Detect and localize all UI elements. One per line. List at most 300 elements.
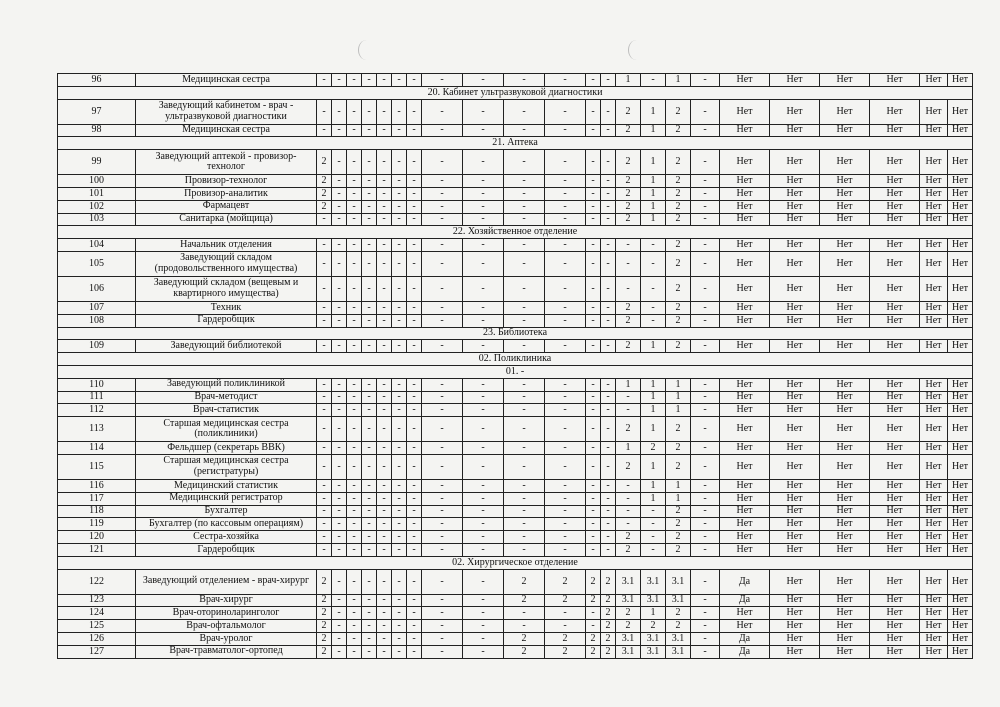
position-name: Заведующий кабинетом - врач - ультразвуковой диагностики [136,99,317,124]
table-row [58,531,973,544]
table-cell: - [407,442,422,455]
table-cell: - [317,454,332,479]
table-cell: Нет [720,543,770,556]
table-cell: 1 [641,607,666,620]
table-cell: - [362,213,377,226]
table-cell: - [332,251,347,276]
table-cell: Нет [870,417,920,442]
table-cell: - [317,479,332,492]
table-cell: Нет [920,454,948,479]
table-cell: - [377,124,392,137]
table-cell: - [332,417,347,442]
table-cell: - [377,200,392,213]
table-cell: 1 [641,479,666,492]
table-cell: Нет [770,74,820,87]
table-cell: Нет [920,301,948,314]
table-cell: - [392,150,407,175]
table-cell: - [463,175,504,188]
table-cell: - [377,479,392,492]
table-cell: Нет [720,276,770,301]
section-row [58,365,973,378]
table-cell: 2 [666,620,691,633]
table-cell: - [377,492,392,505]
table-cell: Нет [870,74,920,87]
table-cell: Нет [870,239,920,252]
table-cell: 1 [641,391,666,404]
table-row [58,442,973,455]
table-cell: - [463,454,504,479]
table-cell: Нет [820,594,870,607]
row-number: 101 [58,187,136,200]
table-cell: - [601,417,616,442]
table-cell: - [463,620,504,633]
table-cell: - [545,607,586,620]
table-cell: - [347,417,362,442]
table-row [58,492,973,505]
table-cell: 2 [317,607,332,620]
table-cell: - [407,213,422,226]
table-cell: Нет [720,391,770,404]
table-row [58,187,973,200]
table-cell: - [392,518,407,531]
table-cell: - [545,314,586,327]
table-cell: Нет [820,200,870,213]
table-cell: - [332,404,347,417]
table-cell: Нет [820,518,870,531]
table-cell: 2 [616,314,641,327]
table-cell: - [332,569,347,594]
table-cell: Нет [820,378,870,391]
table-cell: - [347,314,362,327]
position-name: Медицинский статистик [136,479,317,492]
table-cell: Нет [820,301,870,314]
table-cell: Нет [820,239,870,252]
position-name: Заведующий складом (продовольственного имущества) [136,251,317,276]
table-cell: - [545,124,586,137]
table-cell: Нет [870,251,920,276]
table-cell: - [691,175,720,188]
table-cell: - [586,479,601,492]
table-cell: - [504,150,545,175]
table-cell: Нет [870,632,920,645]
table-cell: - [392,442,407,455]
table-cell: - [377,645,392,658]
table-cell: Да [720,594,770,607]
table-cell: - [586,518,601,531]
table-cell: - [347,454,362,479]
table-cell: 2 [616,213,641,226]
table-row [58,99,973,124]
table-cell: Нет [920,632,948,645]
table-cell: - [407,417,422,442]
table-cell: Нет [948,378,973,391]
row-number: 108 [58,314,136,327]
row-number: 107 [58,301,136,314]
table-cell: - [463,213,504,226]
table-cell: Нет [720,187,770,200]
table-cell: Нет [920,543,948,556]
table-cell: - [641,301,666,314]
table-cell: - [691,239,720,252]
table-cell: - [347,607,362,620]
table-cell: Нет [920,518,948,531]
table-cell: - [463,314,504,327]
table-cell: - [392,301,407,314]
table-cell: 2 [666,340,691,353]
table-cell: - [317,492,332,505]
table-cell: - [392,543,407,556]
position-name: Заведующий отделением - врач-хирург [136,569,317,594]
table-cell: - [463,505,504,518]
table-cell: - [601,531,616,544]
table-cell: - [377,251,392,276]
section-title: 22. Хозяйственное отделение [58,226,973,239]
table-cell: Нет [870,187,920,200]
table-cell: - [463,74,504,87]
table-cell: - [347,74,362,87]
table-cell: 2 [616,620,641,633]
row-number: 97 [58,99,136,124]
table-cell: - [362,645,377,658]
table-cell: - [641,505,666,518]
row-number: 116 [58,479,136,492]
table-cell: - [332,200,347,213]
staff-table [57,73,973,659]
table-cell: - [377,632,392,645]
row-number: 105 [58,251,136,276]
table-cell: - [504,175,545,188]
table-cell: - [545,492,586,505]
table-cell: - [407,175,422,188]
table-cell: - [504,417,545,442]
table-cell: - [691,251,720,276]
table-cell: - [422,607,463,620]
table-cell: 3.1 [641,594,666,607]
table-cell: 3.1 [666,632,691,645]
table-cell: Нет [820,417,870,442]
table-cell: - [347,518,362,531]
table-cell: Нет [720,607,770,620]
table-cell: Нет [948,620,973,633]
table-cell: Нет [720,301,770,314]
table-cell: Нет [870,99,920,124]
table-cell: - [545,213,586,226]
table-cell: Нет [720,150,770,175]
table-cell: - [377,417,392,442]
table-cell: Нет [870,175,920,188]
table-cell: - [463,543,504,556]
row-number: 118 [58,505,136,518]
table-cell: Нет [820,124,870,137]
table-cell: - [463,187,504,200]
table-cell: Нет [820,645,870,658]
row-number: 98 [58,124,136,137]
table-cell: - [377,213,392,226]
table-cell: 1 [666,404,691,417]
table-cell: - [463,124,504,137]
table-cell: - [691,187,720,200]
table-cell: 2 [616,454,641,479]
table-cell: 3.1 [641,569,666,594]
table-cell: Нет [870,620,920,633]
table-cell: Нет [820,213,870,226]
table-cell: Нет [948,99,973,124]
table-cell: - [332,74,347,87]
table-cell: - [347,543,362,556]
table-cell: 2 [666,518,691,531]
table-cell: - [362,518,377,531]
table-cell: Нет [870,492,920,505]
table-cell: - [377,301,392,314]
table-row [58,150,973,175]
table-cell: - [641,239,666,252]
table-cell: - [407,340,422,353]
table-cell: - [545,543,586,556]
table-row [58,645,973,658]
position-name: Врач-травматолог-ортопед [136,645,317,658]
table-cell: - [463,607,504,620]
table-cell: Нет [820,175,870,188]
table-cell: Нет [870,454,920,479]
table-row [58,391,973,404]
table-cell: - [691,74,720,87]
table-cell: - [377,543,392,556]
table-cell: 2 [666,442,691,455]
table-cell: 2 [317,187,332,200]
table-row [58,594,973,607]
table-cell: Нет [870,607,920,620]
table-cell: - [377,454,392,479]
table-cell: - [347,404,362,417]
table-cell: Нет [820,492,870,505]
row-number: 106 [58,276,136,301]
table-cell: - [545,442,586,455]
table-cell: Нет [820,74,870,87]
table-cell: - [407,531,422,544]
position-name: Медицинская сестра [136,74,317,87]
table-cell: - [545,251,586,276]
table-cell: 2 [616,124,641,137]
table-cell: - [641,531,666,544]
table-cell: Нет [870,150,920,175]
table-cell: 2 [616,187,641,200]
row-number: 114 [58,442,136,455]
table-cell: 2 [666,200,691,213]
table-cell: - [392,594,407,607]
table-cell: 2 [504,569,545,594]
table-cell: - [586,187,601,200]
table-cell: Нет [720,505,770,518]
table-cell: Нет [820,505,870,518]
row-number: 127 [58,645,136,658]
table-cell: - [463,276,504,301]
table-cell: 2 [586,632,601,645]
table-cell: - [504,378,545,391]
paper-mark [628,40,645,60]
table-cell: - [586,620,601,633]
table-cell: Нет [920,213,948,226]
table-cell: 3.1 [641,645,666,658]
table-cell: Нет [720,479,770,492]
table-cell: - [691,531,720,544]
table-cell: - [691,99,720,124]
table-cell: - [616,251,641,276]
table-cell: - [332,150,347,175]
table-cell: 3.1 [616,594,641,607]
table-cell: - [347,175,362,188]
table-cell: - [332,620,347,633]
table-row [58,175,973,188]
table-cell: - [616,479,641,492]
table-cell: - [504,239,545,252]
table-cell: 2 [616,543,641,556]
table-cell: - [504,620,545,633]
table-cell: - [317,505,332,518]
position-name: Фармацевт [136,200,317,213]
table-cell: Нет [920,391,948,404]
table-cell: Нет [948,492,973,505]
table-cell: - [332,175,347,188]
table-cell: - [601,74,616,87]
table-cell: - [377,531,392,544]
table-cell: Нет [920,251,948,276]
table-cell: - [362,505,377,518]
table-cell: - [641,251,666,276]
table-cell: - [362,531,377,544]
position-name: Старшая медицинская сестра (поликлиники) [136,417,317,442]
table-cell: - [362,594,377,607]
table-cell: Нет [770,417,820,442]
table-cell: - [392,340,407,353]
table-cell: - [362,150,377,175]
table-cell: Нет [770,645,820,658]
table-cell: 2 [504,632,545,645]
table-cell: 2 [601,607,616,620]
table-cell: - [601,99,616,124]
table-cell: 2 [666,213,691,226]
table-cell: - [504,404,545,417]
table-cell: - [463,569,504,594]
table-cell: Нет [920,645,948,658]
table-cell: Нет [920,492,948,505]
table-cell: - [586,74,601,87]
table-cell: - [347,442,362,455]
table-row [58,276,973,301]
table-cell: - [586,340,601,353]
section-row [58,556,973,569]
table-cell: 1 [641,213,666,226]
table-cell: - [317,404,332,417]
table-cell: - [463,378,504,391]
table-cell: - [407,276,422,301]
table-cell: Нет [820,442,870,455]
table-cell: 1 [641,340,666,353]
table-cell: 2 [616,417,641,442]
table-cell: - [347,645,362,658]
row-number: 100 [58,175,136,188]
table-cell: - [362,607,377,620]
table-cell: - [463,417,504,442]
position-name: Заведующий библиотекой [136,340,317,353]
table-cell: - [377,404,392,417]
table-cell: - [377,607,392,620]
section-title: 23. Библиотека [58,327,973,340]
table-row [58,378,973,391]
row-number: 103 [58,213,136,226]
table-cell: - [641,518,666,531]
table-cell: Нет [770,454,820,479]
table-cell: - [601,442,616,455]
table-cell: 1 [666,492,691,505]
table-cell: - [347,391,362,404]
table-cell: Нет [948,175,973,188]
table-cell: 1 [616,378,641,391]
table-cell: Нет [948,187,973,200]
table-cell: - [407,543,422,556]
table-cell: - [362,569,377,594]
table-cell: Нет [770,607,820,620]
table-cell: Нет [920,340,948,353]
table-cell: - [545,417,586,442]
table-cell: Нет [770,150,820,175]
table-cell: Нет [770,175,820,188]
table-cell: - [407,187,422,200]
table-cell: - [586,543,601,556]
table-cell: - [362,251,377,276]
table-cell: - [377,99,392,124]
table-cell: - [362,492,377,505]
table-cell: Нет [870,404,920,417]
table-cell: - [601,276,616,301]
table-cell: 2 [666,175,691,188]
table-cell: 2 [545,594,586,607]
table-cell: - [422,594,463,607]
table-cell: - [616,404,641,417]
table-cell: - [586,251,601,276]
table-cell: - [362,276,377,301]
table-cell: - [691,479,720,492]
table-cell: - [545,378,586,391]
table-cell: Нет [948,150,973,175]
table-cell: - [317,391,332,404]
table-cell: Нет [870,594,920,607]
table-cell: 2 [616,340,641,353]
table-cell: - [407,200,422,213]
table-cell: Нет [770,301,820,314]
table-cell: - [347,594,362,607]
table-cell: - [407,251,422,276]
table-cell: 2 [616,175,641,188]
table-cell: Нет [948,340,973,353]
table-cell: Нет [870,531,920,544]
table-cell: Нет [870,518,920,531]
table-cell: - [347,99,362,124]
table-row [58,417,973,442]
table-cell: - [616,492,641,505]
table-cell: - [317,276,332,301]
table-cell: - [422,404,463,417]
table-cell: Нет [770,442,820,455]
row-number: 117 [58,492,136,505]
table-cell: - [691,632,720,645]
table-cell: 2 [666,607,691,620]
table-cell: Нет [820,479,870,492]
table-cell: 2 [666,543,691,556]
table-cell: Нет [948,632,973,645]
table-cell: Нет [948,454,973,479]
table-cell: - [392,607,407,620]
table-cell: 2 [545,645,586,658]
